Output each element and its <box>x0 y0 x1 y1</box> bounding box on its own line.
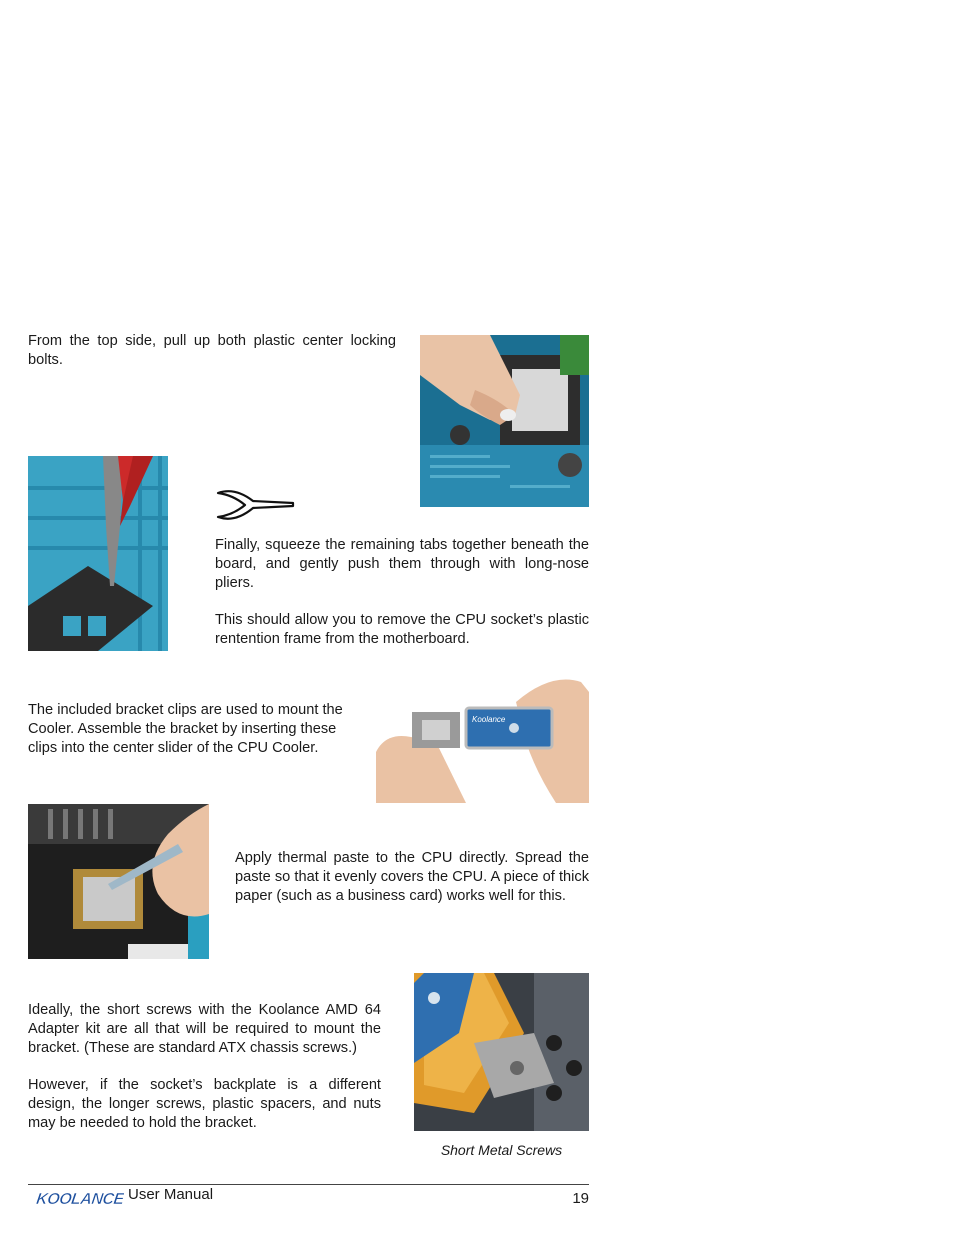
pliers-icon <box>215 489 295 521</box>
footer-rule <box>28 1184 589 1185</box>
bracket-label: Koolance <box>472 715 506 724</box>
photo-short-metal-screws <box>414 973 589 1131</box>
step4-text: Apply thermal paste to the CPU directly. Spread the paste so that it evenly covers the CPU. A piece of thick paper (such as a business card) works well for this. <box>235 850 589 904</box>
step5-text-2: However, if the socket’s backplate is a different design, the longer screws, plastic spacers, and nuts may be needed to hold the bracket. <box>28 1077 381 1131</box>
koolance-logo <box>36 1187 124 1209</box>
photo-pliers-on-board <box>28 456 188 651</box>
photo-pull-locking-bolts <box>420 335 589 507</box>
step1-text: From the top side, pull up both plastic center locking bolts. <box>28 333 396 368</box>
page-number: 19 <box>572 1190 589 1207</box>
photo-bracket-clips <box>376 672 589 803</box>
photo-caption: Short Metal Screws <box>440 1142 563 1158</box>
footer-label: User Manual <box>128 1186 214 1203</box>
step5-text-1: Ideally, the short screws with the Koolance AMD 64 Adapter kit are all that will be required to mount the bracket. (These are standard ATX chassis screws.) <box>28 1002 381 1056</box>
step3-text: The included bracket clips are used to mount the Cooler. Assemble the bracket by inserting these clips into the center slider of the CPU Cooler. <box>28 702 343 756</box>
logo-text: KOOLANCE <box>36 1190 124 1208</box>
step2-text-1: Finally, squeeze the remaining tabs together beneath the board, and gently push them through with long-nose pliers. <box>215 537 589 591</box>
photo-apply-thermal-paste <box>28 804 209 959</box>
step2-text-2: This should allow you to remove the CPU socket’s plastic rentention frame from the motherboard. <box>215 612 589 647</box>
